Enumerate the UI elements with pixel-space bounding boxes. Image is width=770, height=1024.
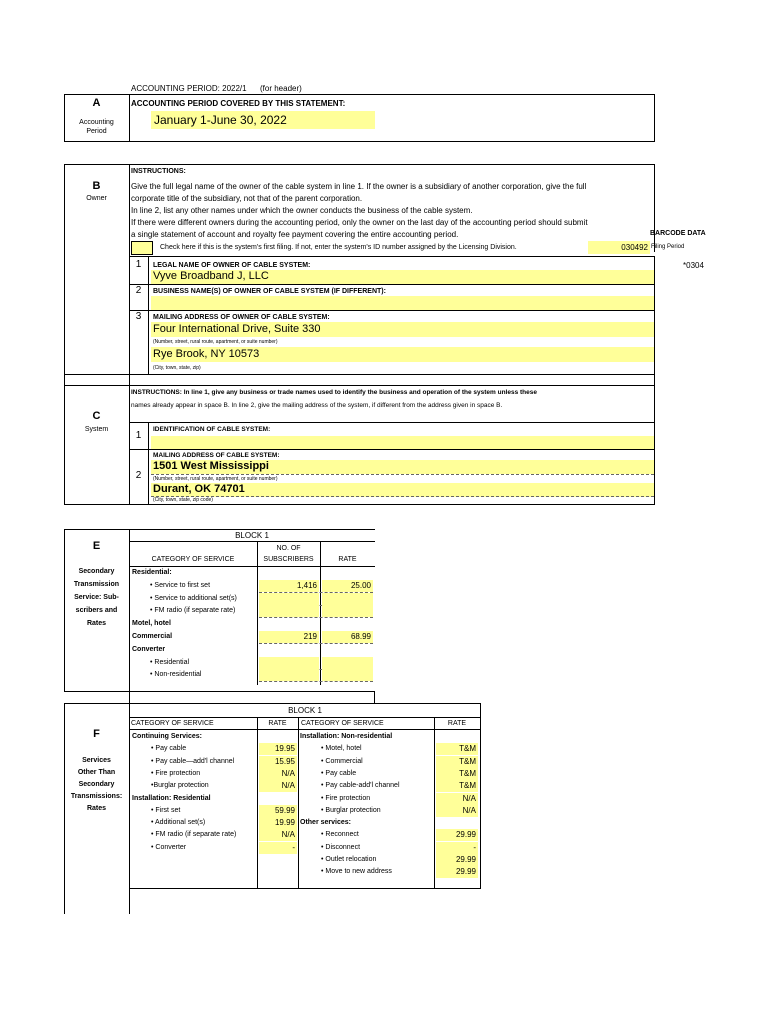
service-category-label: • Disconnect [321, 844, 361, 851]
rate-cell[interactable]: 29.99 [436, 854, 478, 866]
service-category-label: • Pay cable [151, 745, 187, 752]
section-e-side-2: Transmission [73, 581, 120, 588]
section-b-instr-line3: In line 2, list any other names under which the owner conducts the business of the cable system. [131, 206, 473, 215]
service-category-label: Installation: Residential [132, 795, 211, 802]
rate-cell[interactable] [322, 605, 373, 617]
service-category-label: • Fire protection [321, 795, 371, 802]
first-filing-text: Check here if this is the system's first filing. If not, enter the system's ID number assigned by the Licensing Division. [160, 244, 517, 251]
owner-line1-label: LEGAL NAME OF OWNER OF CABLE SYSTEM: [153, 262, 311, 269]
system-line2-label: MAILING ADDRESS OF CABLE SYSTEM: [153, 452, 280, 459]
section-b-side-label: Owner [86, 195, 107, 202]
rate-cell[interactable]: T&M [436, 780, 478, 792]
service-category-label: • FM radio (if separate rate) [150, 607, 236, 614]
section-e-side-4: scribers and [75, 607, 118, 614]
rate-cell[interactable]: T&M [436, 756, 478, 768]
section-f-col-category-right: CATEGORY OF SERVICE [301, 720, 384, 727]
accounting-period-field[interactable] [151, 111, 375, 129]
section-f-side-5: Rates [86, 805, 107, 812]
owner-line3-label: MAILING ADDRESS OF OWNER OF CABLE SYSTEM: [153, 314, 330, 321]
rate-cell[interactable] [322, 657, 373, 669]
legal-name-value: Vyve Broadband J, LLC [153, 270, 269, 282]
service-category-label: Continuing Services: [132, 733, 203, 740]
subscribers-cell[interactable] [259, 605, 319, 617]
section-a-side-label-2: Period [86, 128, 107, 135]
service-category-label: • Commercial [321, 758, 363, 765]
section-e-col-rate: RATE [338, 556, 357, 563]
section-f-col-rate-left: RATE [268, 720, 287, 727]
section-e-side-3: Service: Sub- [74, 594, 119, 601]
barcode-value: *0304 [683, 261, 704, 270]
rate-cell[interactable] [322, 669, 373, 681]
service-category-label: • Service to additional set(s) [150, 595, 237, 602]
section-c-letter: C [92, 410, 101, 422]
service-category-label: • Pay cable [321, 770, 357, 777]
section-c-side-label: System [84, 426, 109, 433]
service-category-label: • Motel, hotel [321, 745, 362, 752]
service-category-label: Commercial [132, 633, 173, 640]
service-category-label: Other services: [300, 819, 351, 826]
section-e-block-title: BLOCK 1 [235, 531, 269, 540]
row-separator [259, 643, 373, 644]
section-f-side-1: Services [82, 757, 111, 764]
rate-cell[interactable]: N/A [259, 768, 297, 780]
section-a-letter: A [92, 97, 101, 109]
section-e-col-subs-1: NO. OF [276, 545, 301, 552]
rate-cell[interactable]: N/A [259, 829, 297, 841]
section-b-instr-line4: If there were different owners during the accounting period, only the owner on the last day of the accounting period should submit [131, 218, 588, 227]
system-id-value: 030492 [621, 243, 648, 252]
barcode-label: BARCODE DATA [650, 230, 706, 237]
accounting-period-label: ACCOUNTING PERIOD: 2022/1 [131, 84, 247, 93]
business-name-field[interactable] [151, 296, 654, 310]
system-id-field[interactable] [588, 241, 650, 254]
rate-cell[interactable]: T&M [436, 743, 478, 755]
subscribers-cell[interactable]: 219 [259, 631, 319, 643]
subscribers-cell[interactable] [259, 657, 319, 669]
service-category-label: • FM radio (if separate rate) [151, 831, 237, 838]
rate-cell[interactable]: N/A [436, 793, 478, 805]
section-c-instr-line2: names already appear in space B. In line 2, give the mailing address of the system, if different from the address given in space B. [131, 402, 503, 409]
rate-cell[interactable]: 29.99 [436, 866, 478, 878]
rate-cell[interactable]: 15.95 [259, 756, 297, 768]
section-f-block-title: BLOCK 1 [288, 706, 322, 715]
first-filing-checkbox[interactable] [131, 241, 153, 255]
owner-line2-number: 2 [135, 285, 142, 296]
rate-cell[interactable]: 59.99 [259, 805, 297, 817]
system-line1-label: IDENTIFICATION OF CABLE SYSTEM: [153, 426, 271, 433]
service-category-label: • Pay cable-add'l channel [321, 782, 400, 789]
system-street-hint: (Number, street, rural route, apartment, or suite number) [153, 476, 278, 482]
section-e-side-5: Rates [86, 620, 107, 627]
legal-name-field[interactable] [151, 270, 654, 284]
rate-cell[interactable]: N/A [436, 805, 478, 817]
service-category-label: Converter [132, 646, 166, 653]
service-category-label: • Reconnect [321, 831, 359, 838]
rate-cell[interactable]: 19.95 [259, 743, 297, 755]
system-city-field[interactable] [151, 483, 654, 497]
service-category-label: • Non-residential [150, 671, 202, 678]
section-a-side-label: Accounting [79, 119, 114, 126]
owner-line1-number: 1 [135, 259, 142, 270]
subscribers-cell[interactable] [259, 669, 319, 681]
section-a-title: ACCOUNTING PERIOD COVERED BY THIS STATEMENT: [131, 99, 346, 108]
section-b-instr-line2: corporate title of the subsidiary, not that of the parent corporation. [131, 194, 363, 203]
rate-cell[interactable]: 29.99 [436, 829, 478, 841]
section-e-col-category: CATEGORY OF SERVICE [151, 556, 235, 563]
system-city-value: Durant, OK 74701 [153, 483, 245, 495]
service-category-label: • Fire protection [151, 770, 201, 777]
section-c-instr-line1: INSTRUCTIONS: In line 1, give any business or trade names used to identify the business and operation of the system unless these [131, 389, 537, 396]
rate-cell[interactable]: N/A [259, 780, 297, 792]
service-category-label: Residential: [132, 569, 172, 576]
section-f-side-2: Other Than [77, 769, 116, 776]
row-separator [259, 617, 373, 618]
service-category-label: Installation: Non-residential [300, 733, 393, 740]
section-f-col-category-left: CATEGORY OF SERVICE [131, 720, 214, 727]
service-category-label: • Additional set(s) [151, 819, 206, 826]
owner-city-field[interactable] [151, 347, 654, 362]
system-street-value: 1501 West Mississippi [153, 460, 269, 472]
rate-cell[interactable]: - [259, 842, 297, 854]
filing-period-label: Filing Period [651, 244, 685, 250]
accounting-period-value: January 1-June 30, 2022 [154, 113, 287, 127]
rate-cell[interactable]: 25.00 [322, 580, 373, 592]
owner-line3-number: 3 [135, 311, 142, 322]
service-category-label: Motel, hotel [132, 620, 171, 627]
system-line1-number: 1 [135, 430, 142, 441]
section-b-instructions-title: INSTRUCTIONS: [131, 168, 186, 175]
section-e-letter: E [92, 540, 101, 552]
rate-cell[interactable]: T&M [436, 768, 478, 780]
owner-city-value: Rye Brook, NY 10573 [153, 348, 260, 360]
service-category-label: • Converter [151, 844, 187, 851]
service-category-label: • Residential [150, 659, 190, 666]
service-category-label: •Burglar protection [151, 782, 209, 789]
section-f-side-3: Secondary [78, 781, 115, 788]
owner-street-value: Four International Drive, Suite 330 [153, 323, 321, 335]
header-note: (for header) [260, 84, 302, 93]
row-separator [259, 681, 373, 682]
section-f-letter: F [93, 728, 100, 740]
rate-cell[interactable]: 19.99 [259, 817, 297, 829]
section-b-instr-line5: a single statement of account and royalty fee payment covering the entire accounting period. [131, 230, 459, 239]
service-category-label: • Outlet relocation [321, 856, 377, 863]
section-f-col-rate-right: RATE [447, 720, 467, 727]
section-e-side-1: Secondary [78, 568, 115, 575]
service-category-label: • Move to new address [321, 868, 392, 875]
section-f-side-4: Transmissions: [70, 793, 123, 800]
system-city-hint: (City, town, state, zip code) [153, 497, 213, 503]
system-id-name-field[interactable] [151, 436, 654, 449]
service-category-label: • Pay cable—add'l channel [151, 758, 235, 765]
section-b-instr-line1: Give the full legal name of the owner of the cable system in line 1. If the owner is a subsidiary of another corporation, give the full [131, 182, 587, 191]
service-category-label: • First set [151, 807, 181, 814]
owner-street-field[interactable] [151, 322, 654, 337]
owner-city-hint: (City, town, state, zip) [153, 365, 201, 371]
system-line2-number: 2 [135, 470, 142, 481]
owner-street-hint: (Number, street, rural route, apartment, or suite number) [153, 339, 278, 345]
rate-cell[interactable]: - [436, 842, 478, 854]
service-category-label: • Service to first set [150, 582, 211, 589]
subscribers-cell[interactable]: 1,416 [259, 580, 319, 592]
rate-cell[interactable]: 68.99 [322, 631, 373, 643]
system-street-field[interactable] [151, 460, 654, 474]
subscribers-cell[interactable] [259, 593, 319, 605]
section-b-letter: B [92, 180, 101, 192]
section-e-col-subs-2: SUBSCRIBERS [263, 556, 314, 563]
owner-line2-label: BUSINESS NAME(S) OF OWNER OF CABLE SYSTEM (IF DIFFERENT): [153, 288, 386, 295]
rate-cell[interactable] [322, 593, 373, 605]
service-category-label: • Burglar protection [321, 807, 381, 814]
